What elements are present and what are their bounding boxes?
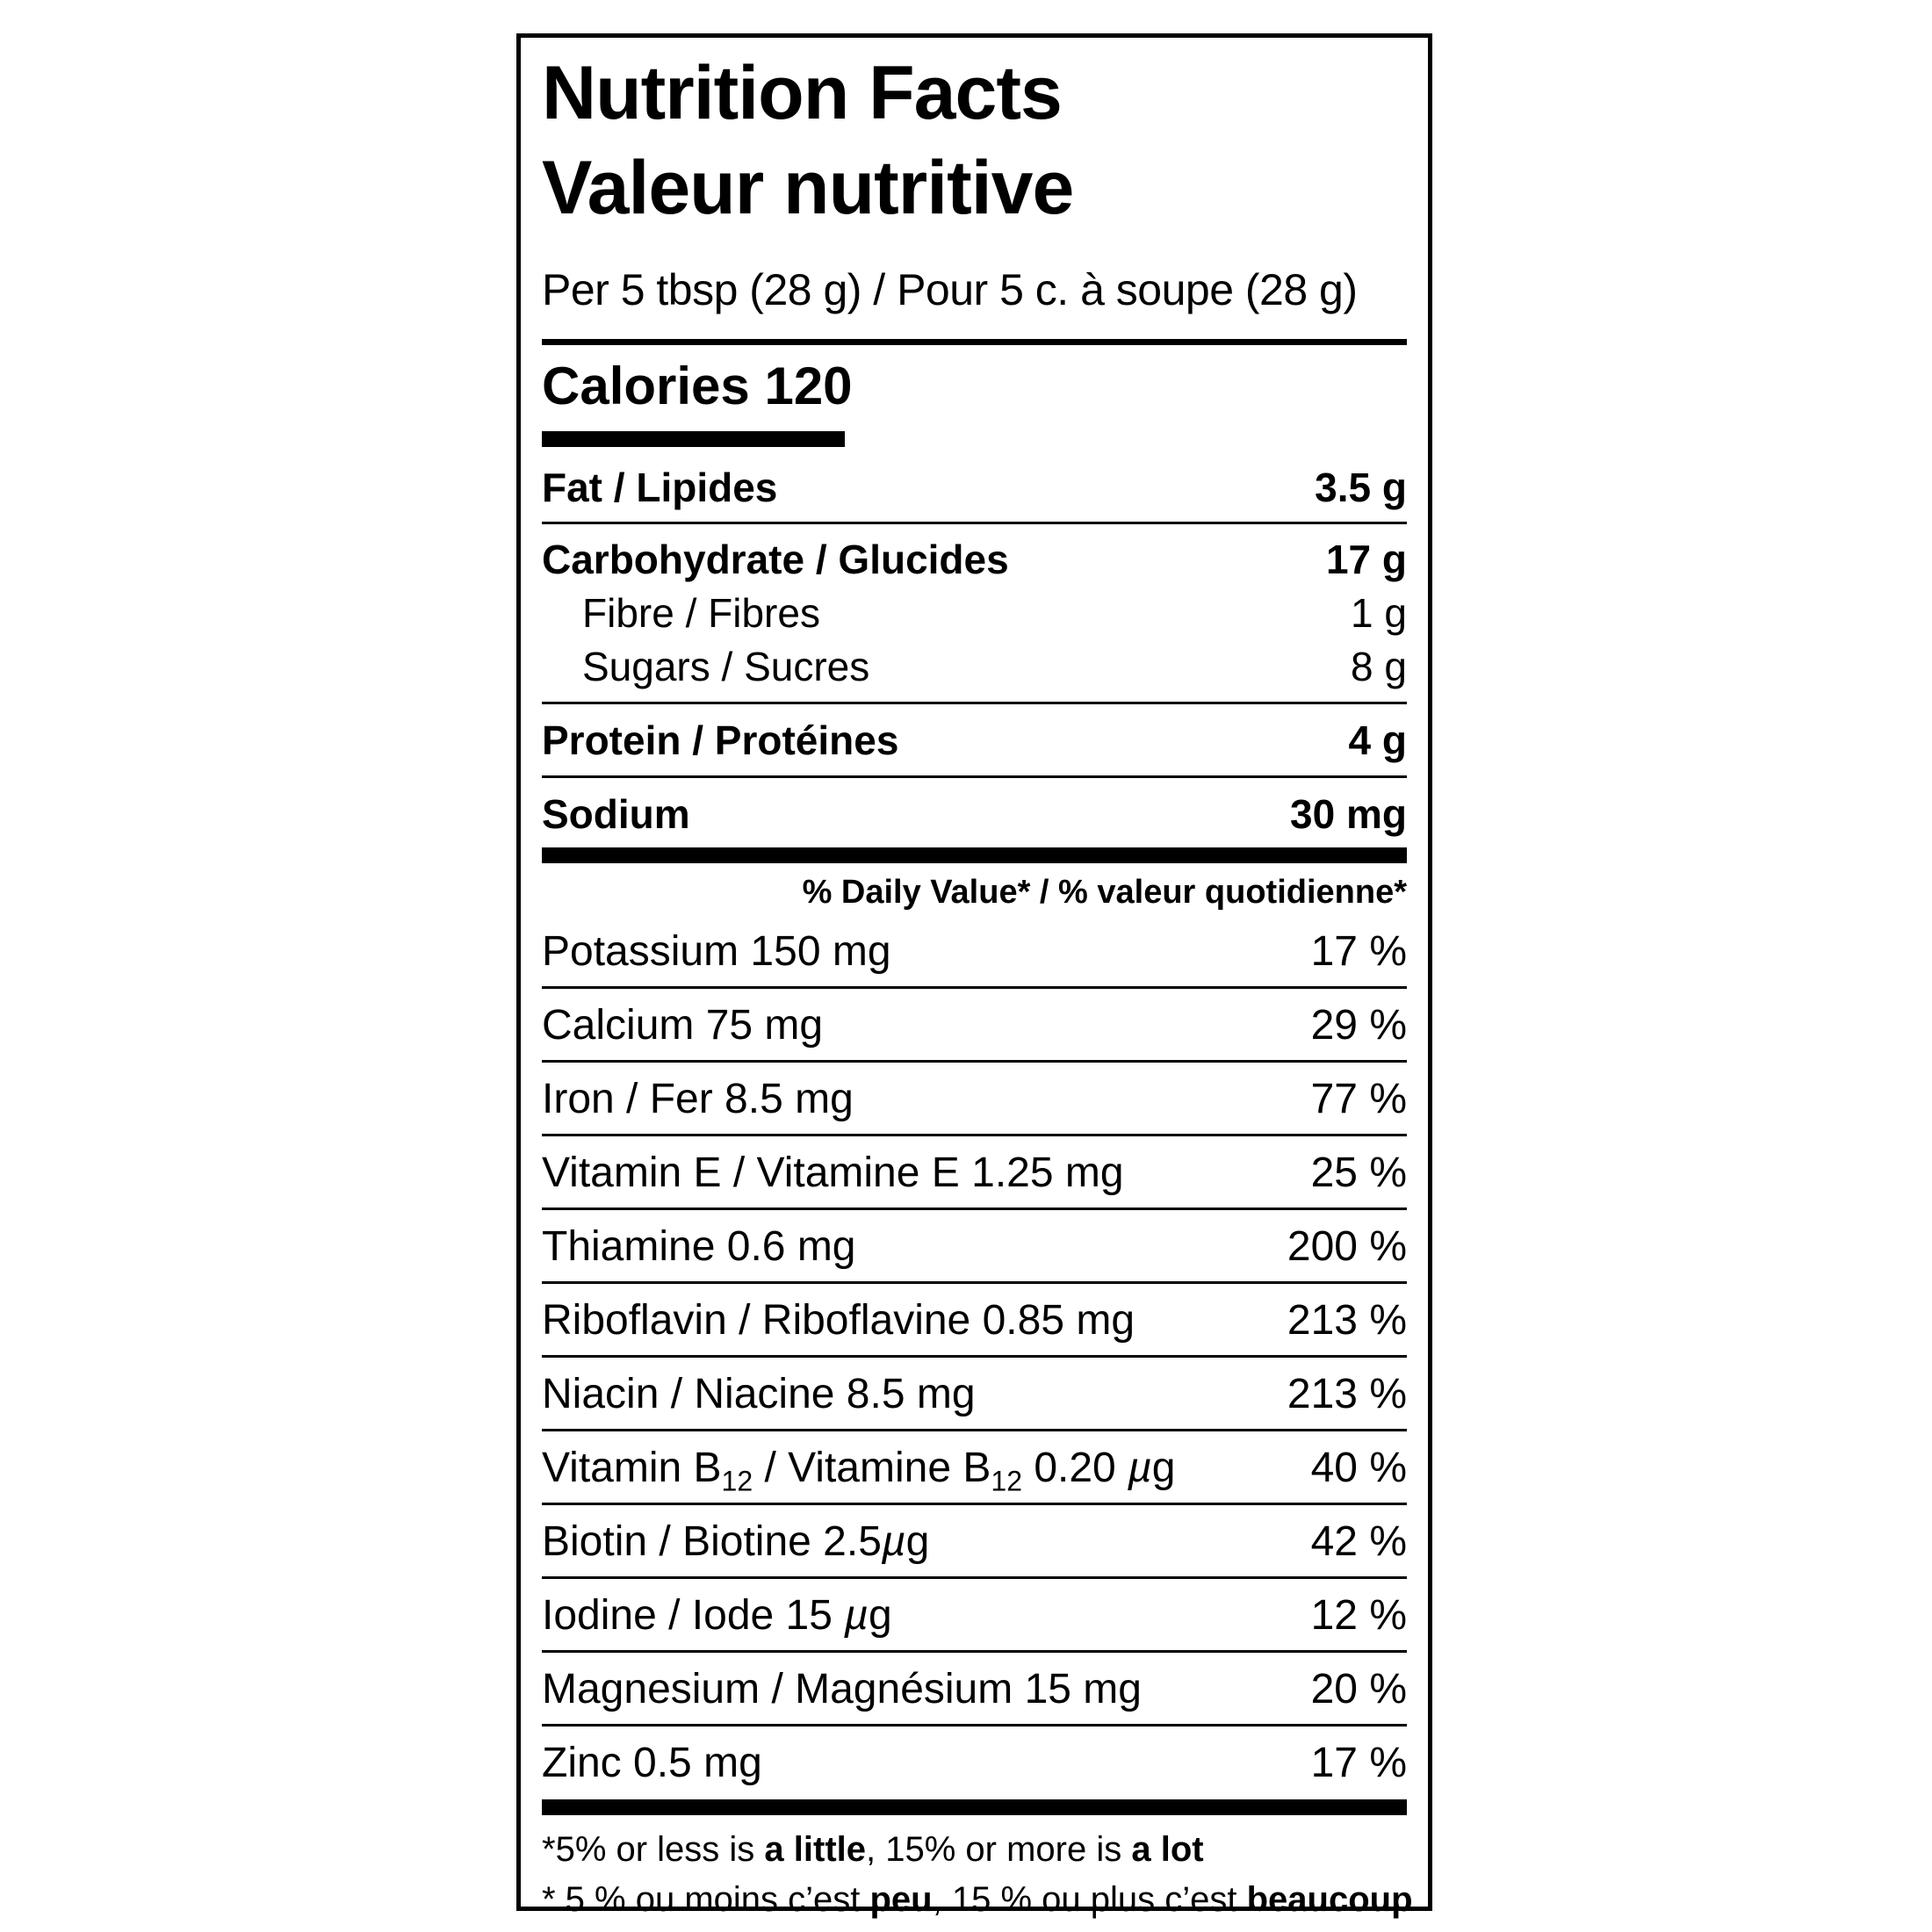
calories: Calories 120 bbox=[542, 357, 853, 415]
dv-row-iron bbox=[542, 1075, 1407, 1124]
row-divider bbox=[542, 702, 1407, 704]
nutrition-facts-label bbox=[516, 33, 1432, 1919]
nutrient-value: 8 g bbox=[1351, 644, 1407, 689]
name-part: 0.20 bbox=[1021, 1445, 1128, 1491]
footnote-part: , 15% or more is bbox=[866, 1830, 1132, 1869]
footnote-part: * 5 % ou moins c’est bbox=[542, 1880, 870, 1919]
dv-row-vitamin-e bbox=[542, 1149, 1407, 1198]
dv-percent: 40 % bbox=[1310, 1445, 1407, 1491]
dv-percent: 12 % bbox=[1310, 1592, 1407, 1639]
footnote-part: , 15 % ou plus c’est bbox=[932, 1880, 1247, 1919]
dv-percent: 17 % bbox=[1310, 1740, 1407, 1786]
dv-row-magnesium bbox=[542, 1665, 1407, 1714]
daily-value-header: % Daily Value* / % valeur quotidienne* bbox=[802, 874, 1407, 911]
dv-name: Riboflavin / Riboflavine 0.85 mg bbox=[542, 1297, 1135, 1344]
nutrient-row-fibre bbox=[542, 588, 1407, 638]
name-part: Iodine / Iode 15 bbox=[542, 1592, 845, 1639]
dv-percent: 42 % bbox=[1310, 1518, 1407, 1565]
dv-percent: 17 % bbox=[1310, 928, 1407, 975]
dv-row-calcium bbox=[542, 1001, 1407, 1050]
nutrient-value: 1 g bbox=[1351, 590, 1407, 636]
row-divider bbox=[542, 1429, 1407, 1431]
dv-name: Magnesium / Magnésium 15 mg bbox=[542, 1666, 1142, 1712]
nutrient-value: 4 g bbox=[1348, 717, 1407, 763]
name-part: g bbox=[1151, 1445, 1176, 1491]
dv-row-thiamine bbox=[542, 1222, 1407, 1272]
name-part: g bbox=[868, 1592, 892, 1639]
nutrient-value: 17 g bbox=[1325, 537, 1407, 582]
dv-percent: 29 % bbox=[1310, 1002, 1407, 1049]
row-divider bbox=[542, 1650, 1407, 1653]
row-divider bbox=[542, 522, 1407, 524]
micro-symbol: µ bbox=[844, 1592, 869, 1639]
nutrient-name: Carbohydrate / Glucides bbox=[542, 537, 1009, 582]
row-divider bbox=[542, 1281, 1407, 1284]
name-part: Vitamin B bbox=[542, 1445, 722, 1491]
row-divider bbox=[542, 1355, 1407, 1358]
nutrient-name: Fat / Lipides bbox=[542, 465, 778, 510]
row-divider bbox=[542, 1134, 1407, 1136]
dv-percent: 213 % bbox=[1287, 1297, 1407, 1344]
serving-size: Per 5 tbsp (28 g) / Pour 5 c. à soupe (28 g) bbox=[542, 265, 1358, 314]
dv-row-zinc bbox=[542, 1739, 1407, 1788]
dv-name bbox=[542, 1591, 892, 1640]
dv-name: Calcium 75 mg bbox=[542, 1002, 824, 1049]
nutrient-row-protein bbox=[542, 716, 1407, 765]
subscript: 12 bbox=[991, 1465, 1022, 1497]
footnote-emphasis: a little bbox=[764, 1830, 867, 1869]
label-content bbox=[542, 38, 1413, 1919]
dv-name: Zinc 0.5 mg bbox=[542, 1740, 762, 1786]
nutrient-name: Protein / Protéines bbox=[542, 717, 899, 763]
serving-divider bbox=[542, 339, 1407, 345]
nutrient-value: 30 mg bbox=[1290, 791, 1407, 837]
dv-percent: 20 % bbox=[1310, 1666, 1407, 1712]
dv-percent: 213 % bbox=[1287, 1371, 1407, 1417]
dv-percent: 25 % bbox=[1310, 1150, 1407, 1196]
dv-percent: 200 % bbox=[1287, 1223, 1407, 1270]
dv-name: Potassium 150 mg bbox=[542, 928, 891, 975]
micro-symbol: µ bbox=[881, 1518, 906, 1565]
row-divider bbox=[542, 986, 1407, 989]
nutrient-value: 3.5 g bbox=[1315, 465, 1407, 510]
footnote-part: *5% or less is bbox=[542, 1830, 765, 1869]
nutrient-name: Fibre / Fibres bbox=[582, 590, 820, 636]
dv-row-iodine bbox=[542, 1591, 1407, 1640]
dv-row-niacin bbox=[542, 1370, 1407, 1419]
dv-name: Niacin / Niacine 8.5 mg bbox=[542, 1371, 976, 1417]
nutrient-row-carbohydrate bbox=[542, 535, 1407, 584]
row-divider bbox=[542, 1576, 1407, 1579]
calories-bar bbox=[542, 431, 845, 447]
thick-divider bbox=[542, 1799, 1407, 1815]
micro-symbol: µ bbox=[1128, 1445, 1152, 1491]
name-part: g bbox=[905, 1518, 930, 1565]
nutrient-row-sodium bbox=[542, 789, 1407, 839]
row-divider bbox=[542, 775, 1407, 778]
row-divider bbox=[542, 1208, 1407, 1210]
dv-name: Iron / Fer 8.5 mg bbox=[542, 1076, 854, 1122]
nutrient-row-sugars bbox=[542, 642, 1407, 691]
nutrient-row-fat bbox=[542, 463, 1407, 512]
footnote-emphasis: a lot bbox=[1131, 1830, 1204, 1869]
subscript: 12 bbox=[721, 1465, 753, 1497]
dv-row-vitamin-b12 bbox=[542, 1444, 1407, 1497]
dv-name bbox=[542, 1444, 1175, 1506]
dv-row-biotin bbox=[542, 1517, 1407, 1567]
row-divider bbox=[542, 1503, 1407, 1505]
footnote-emphasis: peu bbox=[869, 1880, 933, 1919]
footnote-emphasis: beaucoup bbox=[1246, 1880, 1413, 1919]
row-divider bbox=[542, 1724, 1407, 1727]
dv-row-riboflavin bbox=[542, 1296, 1407, 1345]
thick-divider bbox=[542, 847, 1407, 863]
title-french: Valeur nutritive bbox=[542, 146, 1074, 230]
title-english: Nutrition Facts bbox=[542, 51, 1062, 135]
dv-percent: 77 % bbox=[1310, 1076, 1407, 1122]
dv-name: Vitamin E / Vitamine E 1.25 mg bbox=[542, 1150, 1124, 1196]
nutrient-name: Sodium bbox=[542, 791, 690, 837]
name-part: / Vitamine B bbox=[753, 1445, 991, 1491]
footnote-french bbox=[542, 1882, 1413, 1917]
footnote-english bbox=[542, 1832, 1204, 1867]
name-part: Biotin / Biotine 2.5 bbox=[542, 1518, 882, 1565]
nutrient-name: Sugars / Sucres bbox=[582, 644, 870, 689]
dv-name bbox=[542, 1517, 929, 1567]
dv-row-potassium bbox=[542, 927, 1407, 977]
dv-name: Thiamine 0.6 mg bbox=[542, 1223, 856, 1270]
row-divider bbox=[542, 1060, 1407, 1063]
